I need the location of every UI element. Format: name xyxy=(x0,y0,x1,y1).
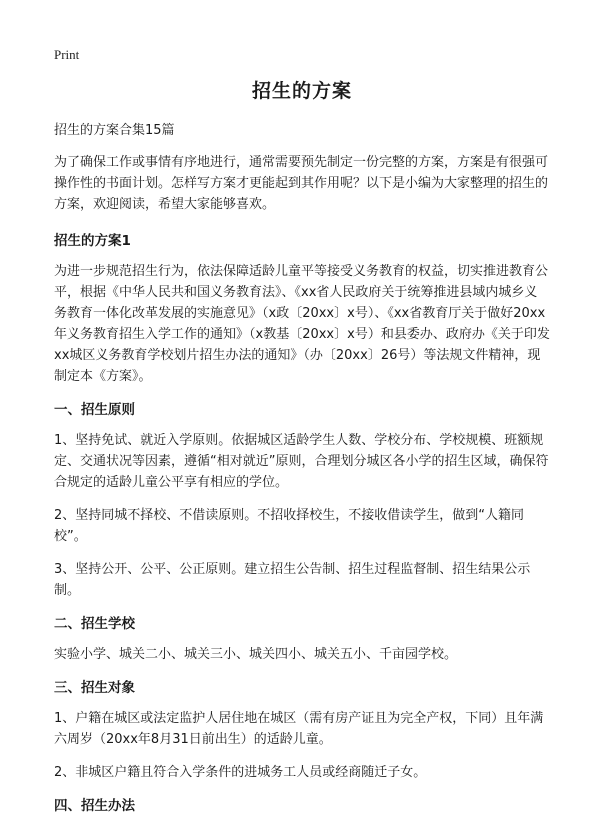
print-link[interactable]: Print xyxy=(54,47,80,62)
principle-paragraph-2: 2、坚持同城不择校、不借读原则。不招收择校生，不接收借读学生，做到“人籍同校”。 xyxy=(54,508,525,544)
document-subtitle: 招生的方案合集15篇 xyxy=(54,123,175,138)
section-heading-principles: 一、招生原则 xyxy=(54,402,135,418)
principle-paragraph-1: 1、坚持免试、就近入学原则。依据城区适龄学生人数、学校分布、学校规模、班额规定、交通状况等因素，遵循“相对就近”原则，合理划分城区各小学的招生区域，确保符合规定的适龄儿童公平享有相应的学位。 xyxy=(54,433,549,490)
intro-paragraph: 为了确保工作或事情有序地进行，通常需要预先制定一份完整的方案，方案是有很强可操作性的书面计划。怎样写方案才更能起到其作用呢？以下是小编为大家整理的招生的方案，欢迎阅读，希望大家能够喜欢。 xyxy=(54,155,549,212)
target-paragraph-2: 2、非城区户籍且符合入学条件的进城务工人员或经商随迁子女。 xyxy=(54,765,427,780)
plan1-paragraph: 为进一步规范招生行为，依法保障适龄儿童平等接受义务教育的权益，切实推进教育公平，根据《中华人民共和国义务教育法》、《xx省人民政府关于统筹推进县域内城乡义务教育一体化改革发展的实施意见》（x政〔20xx〕x号）、《xx省教育厅关于做好20xx年义务教育招生入学工作的通知》（x教基〔20xx〕x号）和县委办、政府办《关于印发xx城区义务教育学校划片招生办法的通知》（办〔20xx〕26号）等法规文件精神，现制定本《方案》。 xyxy=(54,264,550,384)
principle-paragraph-3: 3、坚持公开、公平、公正原则。建立招生公告制、招生过程监督制、招生结果公示制。 xyxy=(54,562,531,598)
section-heading-methods: 四、招生办法 xyxy=(54,798,135,814)
plan1-heading: 招生的方案1 xyxy=(54,233,131,249)
document-title: 招生的方案 xyxy=(251,80,352,102)
section-heading-schools: 二、招生学校 xyxy=(54,616,135,632)
document-body xyxy=(54,78,550,817)
section-heading-targets: 三、招生对象 xyxy=(54,680,135,696)
target-paragraph-1: 1、户籍在城区或法定监护人居住地在城区（需有房产证且为完全产权，下同）且年满六周岁（20xx年8月31日前出生）的适龄儿童。 xyxy=(54,711,544,747)
schools-paragraph: 实验小学、城关二小、城关三小、城关四小、城关五小、千亩园学校。 xyxy=(54,647,458,662)
